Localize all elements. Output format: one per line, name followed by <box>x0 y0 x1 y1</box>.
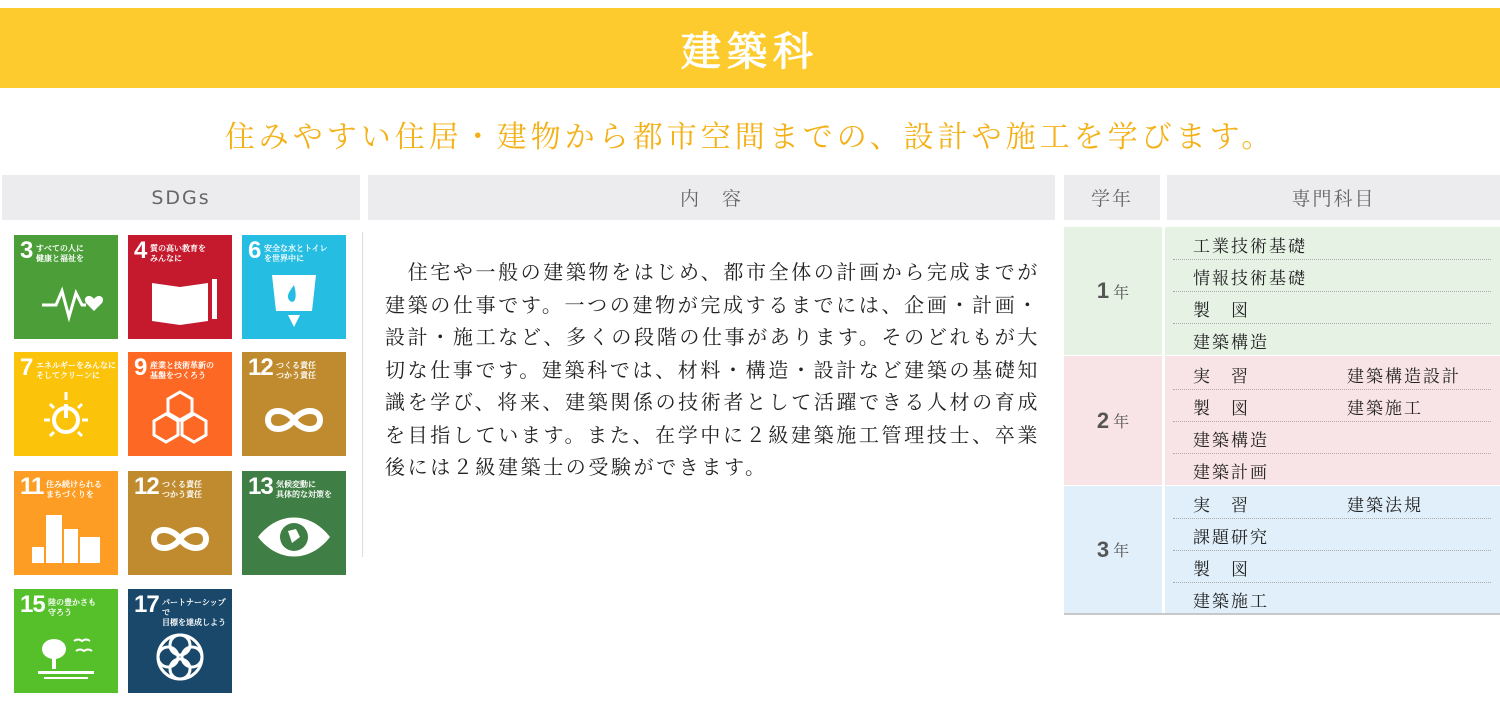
sdg-tile-15 <box>14 589 118 693</box>
sdg-caption: 気候変動に 具体的な対策を <box>276 480 332 499</box>
subject-row: 工業技術基礎 <box>1173 227 1491 260</box>
sdg-caption: 住み続けられる まちづくりを <box>46 480 102 499</box>
sdg-tile-17 <box>128 589 232 693</box>
sdg-caption: 陸の豊かさも 守ろう <box>48 598 96 617</box>
sdg-caption: 安全な水とトイレ を世界中に <box>264 244 328 263</box>
sdg-number: 13 <box>248 473 273 500</box>
subject-row: 建築構造 <box>1173 421 1491 454</box>
sdg-number: 9 <box>134 354 147 381</box>
sdg-number: 4 <box>134 237 147 264</box>
sdg-tile-12b <box>128 471 232 575</box>
sdg-caption: 質の高い教育を みんなに <box>150 244 206 263</box>
sdg-caption: つくる責任 つかう責任 <box>162 480 202 499</box>
sdg-caption: 産業と技術革新の 基盤をつくろう <box>150 361 214 380</box>
column-header-content: 内 容 <box>368 175 1055 220</box>
sdg-tile-9 <box>128 352 232 456</box>
year-label: 1 年 <box>1096 278 1130 303</box>
subject-row: 実 習 建築構造設計 <box>1173 357 1491 390</box>
year-block-1 <box>1064 227 1500 355</box>
subject-row: 実 習 建築法規 <box>1173 486 1491 519</box>
subject-row: 情報技術基礎 <box>1173 259 1491 292</box>
sdg-tile-12 <box>242 352 346 456</box>
sdg-caption: パートナーシップで 目標を達成しよう <box>162 598 226 627</box>
subject-row: 製 図 <box>1173 550 1491 583</box>
column-divider <box>362 232 363 557</box>
subject-list <box>1165 486 1500 613</box>
page-title: 建築科 <box>681 28 819 75</box>
sdg-number: 6 <box>248 237 261 264</box>
sdg-tile-6 <box>242 235 346 339</box>
subject-row: 建築施工 <box>1193 592 1269 612</box>
sdg-caption: エネルギーをみんなに そしてクリーンに <box>36 361 116 380</box>
year-label: 3 年 <box>1096 536 1130 562</box>
year-block-3 <box>1064 486 1500 613</box>
sdg-caption: つくる責任 つかう責任 <box>276 361 316 380</box>
tagline: 住みやすい住居・建物から都市空間までの、設計や施工を学びます。 <box>224 120 1276 155</box>
year-block-2 <box>1064 356 1500 485</box>
sdg-number: 11 <box>20 473 44 500</box>
subject-list <box>1165 356 1500 485</box>
sdg-tile-13 <box>242 471 346 575</box>
header-banner <box>0 8 1500 88</box>
sdg-number: 17 <box>134 591 159 618</box>
column-header-sdgs: SDGs <box>2 175 360 220</box>
column-header-grade: 学年 <box>1064 175 1160 220</box>
sdg-tile-11 <box>14 471 118 575</box>
column-header-subjects: 専門科目 <box>1167 175 1500 220</box>
sdg-number: 12 <box>248 354 273 381</box>
sdg-tile-7 <box>14 352 118 456</box>
sdg-number: 3 <box>20 237 33 264</box>
subject-row: 製 図 建築施工 <box>1173 389 1491 422</box>
sdg-number: 12 <box>134 473 159 500</box>
content-description: 住宅や一般の建築物をはじめ、都市全体の計画から完成までが建築の仕事です。一つの建物が完成するまでには、企画・計画・設計・施工など、多くの段階の仕事があります。そのどれもが大切な仕事です。建築科では、材料・構造・設計など建築の基礎知識を学び、将来、建築関係の技術者として活躍できる人材の育成を目指しています。また、在学中に２級建築施工管理技士、卒業後には２級建築士の受験ができます。 <box>385 260 1040 479</box>
year-label: 2 年 <box>1096 407 1130 433</box>
sdg-number: 15 <box>20 591 45 618</box>
sdg-tile-3 <box>14 235 118 339</box>
sdg-caption: すべての人に 健康と福祉を <box>36 244 84 263</box>
subject-row: 製 図 <box>1173 291 1491 324</box>
subject-list <box>1165 227 1500 355</box>
subject-row: 課題研究 <box>1173 518 1491 551</box>
subject-row: 建築計画 <box>1193 463 1269 483</box>
subject-row: 建築構造 <box>1193 333 1269 353</box>
sdg-tile-4 <box>128 235 232 339</box>
sdg-number: 7 <box>20 354 33 381</box>
